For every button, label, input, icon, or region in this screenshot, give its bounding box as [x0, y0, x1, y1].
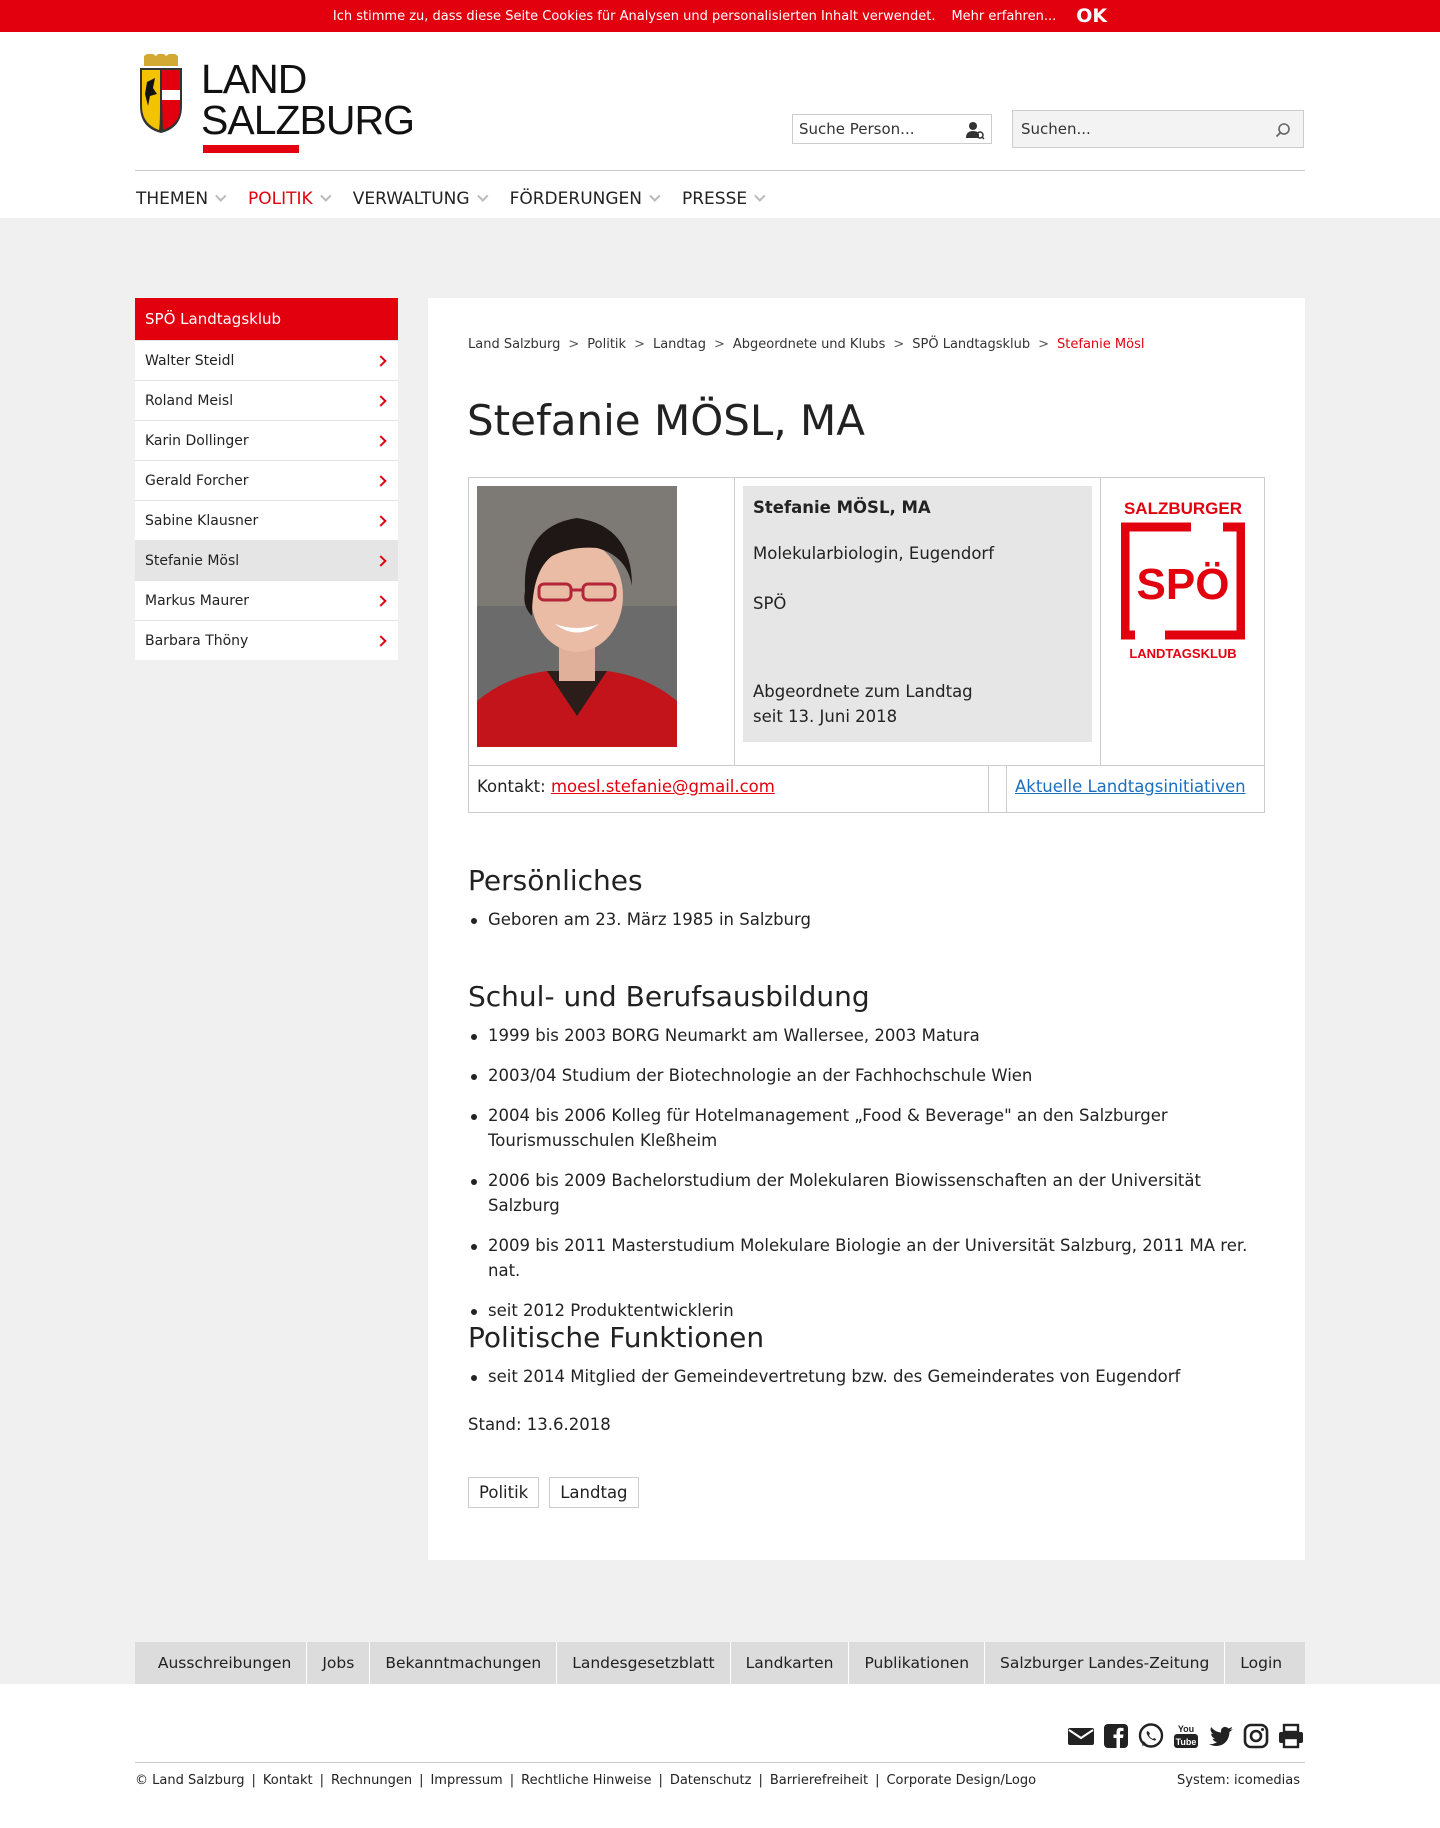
- breadcrumb-current: Stefanie Mösl: [1057, 337, 1145, 352]
- chevron-right-icon: [375, 475, 386, 486]
- sidebar: [135, 298, 398, 660]
- breadcrumb-item[interactable]: Abgeordnete und Klubs: [732, 337, 886, 352]
- sidebar-item-label: Gerald Forcher: [145, 472, 249, 489]
- tag-landtag[interactable]: Landtag: [549, 1477, 638, 1508]
- sidebar-item-label: Markus Maurer: [145, 592, 250, 609]
- logo-underline: [203, 145, 299, 153]
- info-cell: [735, 478, 1101, 765]
- profile-role-line2: seit 13. Juni 2018: [753, 707, 898, 726]
- footer-separator: |: [251, 1773, 256, 1788]
- nav-label: POLITIK: [248, 189, 313, 209]
- footer-separator: |: [319, 1773, 325, 1788]
- personal-list: [468, 907, 1268, 947]
- sidebar-title[interactable]: SPÖ Landtagsklub: [135, 298, 398, 340]
- facebook-icon[interactable]: [1102, 1722, 1130, 1750]
- footer-link-datenschutz[interactable]: Datenschutz: [669, 1773, 752, 1788]
- party-logo-cell: [1101, 478, 1264, 765]
- chevron-down-icon: [477, 191, 488, 202]
- social-icons: [1060, 1722, 1305, 1750]
- sidebar-item-karin-dollinger[interactable]: [135, 420, 398, 460]
- breadcrumb-item[interactable]: Landtag: [652, 337, 706, 352]
- profile-name: Stefanie MÖSL, MA: [753, 498, 931, 517]
- tag-list: [468, 1477, 649, 1508]
- sidebar-item-barbara-thoeny[interactable]: [135, 620, 398, 660]
- site-search-box: [1012, 110, 1304, 148]
- photo-cell: [469, 478, 735, 765]
- svg-text:You: You: [1177, 1724, 1195, 1734]
- tag-politik[interactable]: Politik: [468, 1477, 539, 1508]
- last-updated: Stand: 13.6.2018: [468, 1415, 611, 1434]
- profile-occupation: Molekularbiologin, Eugendorf: [753, 544, 995, 563]
- footer-navigation: [135, 1642, 1305, 1684]
- spacer-cell: [989, 766, 1007, 813]
- footer-nav-publikationen[interactable]: Publikationen: [848, 1642, 984, 1684]
- breadcrumb-separator: >: [1038, 337, 1050, 352]
- nav-label: PRESSE: [681, 189, 748, 209]
- sidebar-item-markus-maurer[interactable]: [135, 580, 398, 620]
- footer-legal-links: [135, 1773, 1036, 1788]
- cookie-more-link[interactable]: Mehr erfahren...: [951, 8, 1057, 24]
- logo-text-land: LAND: [201, 56, 307, 102]
- crest-icon: [138, 54, 184, 134]
- person-search-input[interactable]: [799, 120, 959, 138]
- list-item: seit 2014 Mitglied der Gemeindevertretung bzw. des Gemeinderates von Eugendorf: [468, 1364, 1268, 1389]
- sidebar-item-label: Sabine Klausner: [145, 512, 259, 529]
- sidebar-item-label: Barbara Thöny: [145, 632, 249, 649]
- breadcrumb: [468, 337, 1144, 352]
- profile-links-row: [469, 765, 1264, 812]
- footer-link-rechnungen[interactable]: Rechnungen: [331, 1773, 413, 1788]
- sidebar-item-label: Roland Meisl: [145, 392, 234, 409]
- breadcrumb-separator: >: [634, 337, 645, 352]
- chevron-down-icon: [649, 191, 660, 202]
- nav-item-presse[interactable]: [682, 189, 761, 209]
- profile-card: [468, 477, 1265, 813]
- footer-system-text: System: icomedias: [1177, 1773, 1300, 1788]
- nav-label: FÖRDERUNGEN: [509, 189, 642, 209]
- profile-photo: [477, 486, 677, 747]
- copyright-text: © Land Salzburg: [135, 1773, 245, 1788]
- sidebar-item-gerald-forcher[interactable]: [135, 460, 398, 500]
- instagram-icon[interactable]: [1242, 1722, 1270, 1750]
- youtube-icon[interactable]: [1172, 1722, 1200, 1750]
- sidebar-item-sabine-klausner[interactable]: [135, 500, 398, 540]
- chevron-down-icon: [320, 191, 331, 202]
- footer-separator: |: [875, 1773, 880, 1788]
- initiatives-cell: [1007, 766, 1264, 813]
- nav-label: VERWALTUNG: [352, 189, 470, 209]
- chevron-right-icon: [375, 635, 386, 646]
- footer-nav-login[interactable]: Login: [1224, 1642, 1297, 1684]
- list-item: 2006 bis 2009 Bachelorstudium der Molekularen Biowissenschaften an der Universität Salzburg: [468, 1168, 1268, 1218]
- profile-party: SPÖ: [753, 594, 787, 613]
- section-title-political: Politische Funktionen: [468, 1321, 765, 1354]
- footer-divider: [135, 1762, 1305, 1763]
- initiatives-link[interactable]: Aktuelle Landtagsinitiativen: [1015, 777, 1246, 796]
- breadcrumb-item[interactable]: Land Salzburg: [468, 337, 561, 352]
- page-title: Stefanie MÖSL, MA: [467, 396, 865, 445]
- chevron-right-icon: [375, 595, 386, 606]
- breadcrumb-separator: >: [568, 337, 580, 352]
- site-search-input[interactable]: [1021, 120, 1261, 138]
- party-logo-main-text: SPÖ: [1136, 560, 1230, 609]
- header-divider: [135, 170, 1305, 171]
- cookie-ok-button[interactable]: OK: [1076, 5, 1108, 27]
- profile-role: [753, 679, 973, 729]
- sidebar-item-label: Walter Steidl: [145, 352, 235, 369]
- footer-nav-bekanntmachungen[interactable]: Bekanntmachungen: [369, 1642, 556, 1684]
- main-navigation: [136, 182, 787, 216]
- party-logo-top-text: SALZBURGER: [1123, 499, 1243, 518]
- contact-label: Kontakt:: [477, 777, 546, 796]
- breadcrumb-separator: >: [713, 337, 725, 352]
- political-list: [468, 1364, 1268, 1404]
- footer-nav-jobs[interactable]: Jobs: [306, 1642, 369, 1684]
- list-item: 2003/04 Studium der Biotechnologie an der Fachhochschule Wien: [468, 1063, 1268, 1088]
- footer-link-rechtliche-hinweise[interactable]: Rechtliche Hinweise: [521, 1773, 652, 1788]
- site-logo[interactable]: [138, 54, 418, 154]
- education-list: [468, 1023, 1268, 1338]
- section-title-education: Schul- und Berufsausbildung: [468, 980, 870, 1013]
- sidebar-item-label: Karin Dollinger: [145, 432, 249, 449]
- chevron-down-icon: [754, 191, 765, 202]
- chevron-right-icon: [375, 435, 386, 446]
- footer-nav-landesgesetzblatt[interactable]: Landesgesetzblatt: [556, 1642, 729, 1684]
- footer-link-impressum[interactable]: Impressum: [430, 1773, 503, 1788]
- person-search-icon[interactable]: [965, 120, 985, 140]
- svg-text:Tube: Tube: [1175, 1737, 1197, 1747]
- nav-label: THEMEN: [136, 189, 209, 209]
- list-item: 1999 bis 2003 BORG Neumarkt am Wallersee, 2003 Matura: [468, 1023, 1268, 1048]
- portrait-image: [477, 486, 677, 747]
- footer-link-kontakt[interactable]: Kontakt: [262, 1773, 313, 1788]
- breadcrumb-separator: >: [893, 337, 905, 352]
- chevron-right-icon: [375, 355, 386, 366]
- cookie-message: Ich stimme zu, dass diese Seite Cookies für Analysen und personalisierten Inhalt verwendet.: [332, 8, 936, 24]
- profile-role-line1: Abgeordnete zum Landtag: [753, 682, 973, 701]
- footer-link-barrierefreiheit[interactable]: Barrierefreiheit: [769, 1773, 869, 1788]
- nav-item-foerderungen[interactable]: [510, 189, 656, 209]
- main-content: [428, 298, 1305, 1560]
- footer-separator: |: [509, 1773, 515, 1788]
- chevron-right-icon: [375, 515, 386, 526]
- section-title-personal: Persönliches: [468, 864, 643, 897]
- list-item: Geboren am 23. März 1985 in Salzburg: [468, 907, 1268, 932]
- search-icon[interactable]: [1275, 122, 1291, 138]
- whatsapp-icon[interactable]: [1137, 1722, 1165, 1750]
- sidebar-item-roland-meisl[interactable]: [135, 380, 398, 420]
- cookie-banner: [0, 0, 1440, 32]
- footer-separator: |: [419, 1773, 424, 1788]
- footer-nav-ausschreibungen[interactable]: Ausschreibungen: [157, 1654, 292, 1672]
- print-icon[interactable]: [1277, 1722, 1305, 1750]
- list-item: seit 2012 Produktentwicklerin: [468, 1298, 1268, 1323]
- mail-icon[interactable]: [1067, 1722, 1095, 1750]
- info-box: [743, 486, 1092, 742]
- sidebar-item-walter-steidl[interactable]: [135, 340, 398, 380]
- breadcrumb-item[interactable]: Politik: [587, 337, 627, 352]
- footer-nav-landkarten[interactable]: Landkarten: [730, 1642, 849, 1684]
- nav-item-verwaltung[interactable]: [353, 189, 484, 209]
- site-footer: [0, 1684, 1440, 1828]
- breadcrumb-item[interactable]: SPÖ Landtagsklub: [912, 337, 1031, 352]
- footer-separator: |: [658, 1773, 663, 1788]
- contact-cell: [469, 766, 989, 813]
- list-item: 2009 bis 2011 Masterstudium Molekulare Biologie an der Universität Salzburg, 2011 MA rer. nat.: [468, 1233, 1268, 1283]
- sidebar-item-stefanie-moesl[interactable]: [135, 540, 398, 580]
- nav-item-themen[interactable]: [136, 189, 222, 209]
- chevron-right-icon: [375, 395, 386, 406]
- contact-email-link[interactable]: moesl.stefanie@gmail.com: [550, 777, 775, 796]
- chevron-down-icon: [215, 191, 226, 202]
- spo-party-logo: [1121, 494, 1245, 662]
- footer-separator: |: [758, 1773, 763, 1788]
- logo-text-salzburg: SALZBURG: [201, 97, 414, 143]
- list-item: 2004 bis 2006 Kolleg für Hotelmanagement „Food & Beverage" an den Salzburger Tourismusschulen Kleßheim: [468, 1103, 1268, 1153]
- sidebar-item-label: Stefanie Mösl: [145, 552, 240, 569]
- footer-link-corporate-design[interactable]: Corporate Design/Logo: [886, 1773, 1037, 1788]
- footer-nav-landes-zeitung[interactable]: Salzburger Landes-Zeitung: [984, 1642, 1224, 1684]
- site-header: [0, 32, 1440, 218]
- twitter-icon[interactable]: [1207, 1722, 1235, 1750]
- nav-item-politik[interactable]: [248, 189, 327, 209]
- person-search-box: [792, 114, 992, 144]
- chevron-right-icon: [375, 555, 386, 566]
- party-logo-bottom-text: LANDTAGSKLUB: [1129, 646, 1237, 661]
